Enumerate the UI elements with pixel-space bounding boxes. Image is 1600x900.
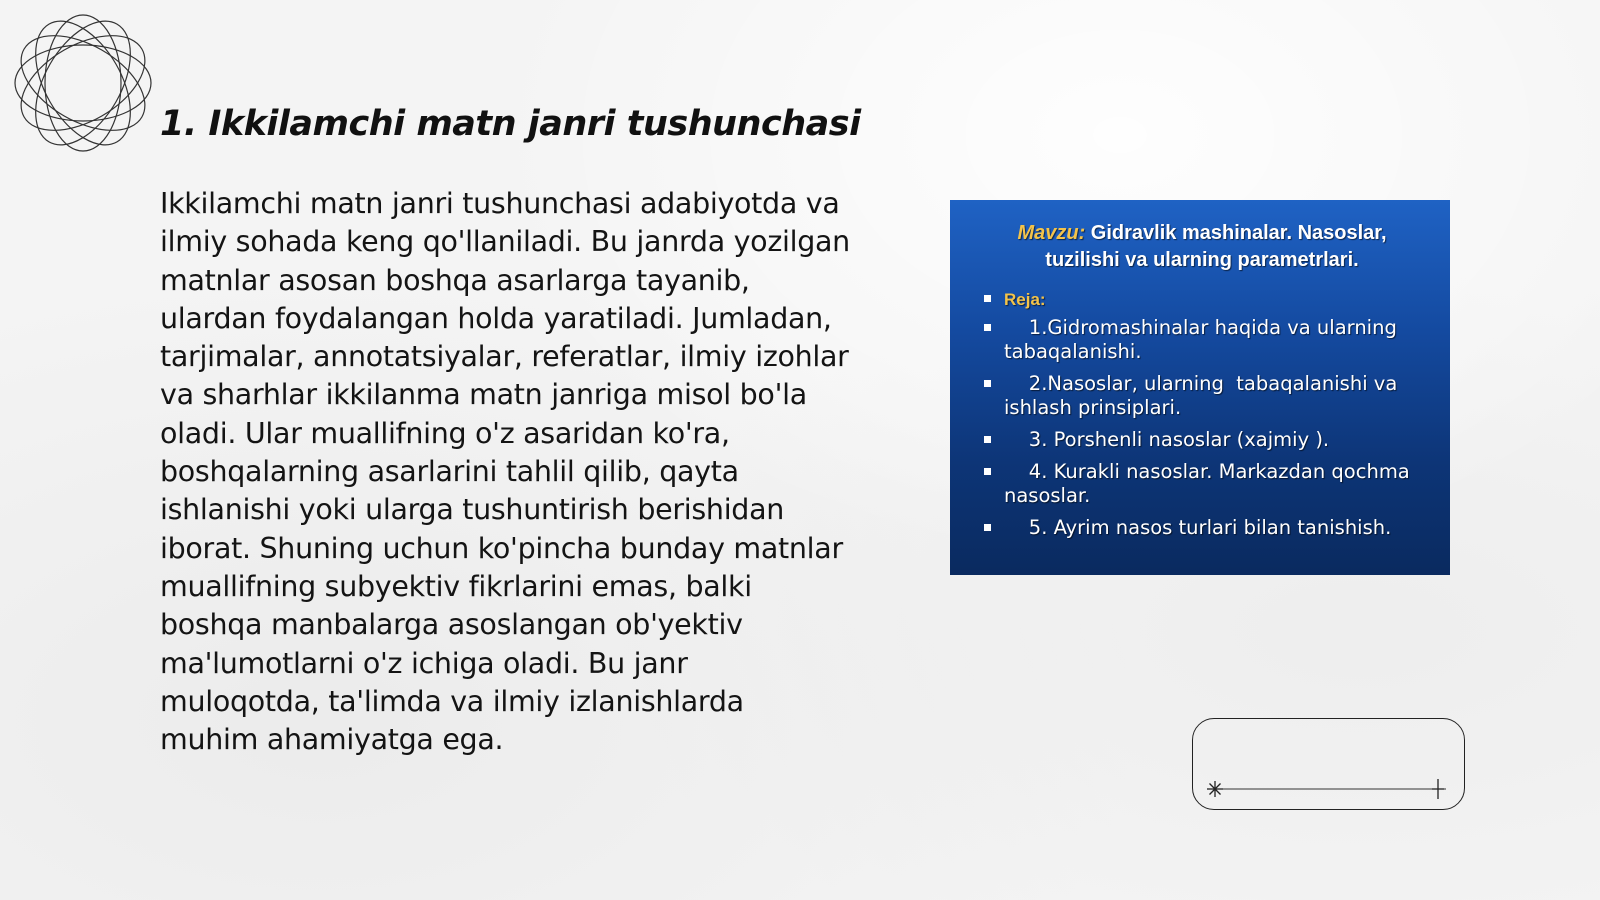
bullet-icon — [984, 380, 991, 387]
rosette-ornament-icon — [10, 10, 156, 156]
bullet-icon — [984, 468, 991, 475]
decorative-frame — [1192, 718, 1465, 810]
slide-topic-line2: tuzilishi va ularning parametrlari. — [1045, 249, 1359, 271]
slide-plan-item: 1.Gidromashinalar haqida va ularning tabaqalanishi. — [984, 316, 1420, 364]
slide-plan-item: 3. Porshenli nasoslar (xajmiy ). — [984, 428, 1420, 452]
slide-plan-item: 2.Nasoslar, ularning tabaqalanishi va ishlash prinsiplari. — [984, 372, 1420, 420]
bullet-icon — [984, 436, 991, 443]
bullet-icon — [984, 524, 991, 531]
bullet-icon — [984, 324, 991, 331]
page-title: 1. Ikkilamchi matn janri tushunchasi — [160, 104, 861, 144]
slide-plan-item: 5. Ayrim nasos turlari bilan tanishish. — [984, 516, 1420, 540]
slide-plan-list — [984, 288, 1420, 540]
bullet-icon — [984, 295, 991, 302]
sparkle-line-icon — [1193, 719, 1466, 811]
body-paragraph: Ikkilamchi matn janri tushunchasi adabiyotda va ilmiy sohada keng qo'llaniladi. Bu janrda yozilgan matnlar asosan boshqa asarlarga tayanib, ulardan foydalangan holda yaratiladi. Jumladan, tarjimalar, annotatsiyalar, referatlar, ilmiy izohlar va sharhlar ikkilanma matn janriga misol bo'la oladi. Ular muallifning o'z asaridan ko'ra, boshqalarning asarlarini tahlil qilib, qayta ishlanishi yoki ularga tushuntirish berishidan iborat. Shuning uchun ko'pincha bunday matnlar muallifning subyektiv fikrlarini emas, balki boshqa manbalarga asoslangan ob'yektiv ma'lumotlarni o'z ichiga oladi. Bu janr muloqotda, ta'limda va ilmiy izlanishlarda muhim ahamiyatga ega. — [160, 187, 850, 757]
slide-plan-item: 4. Kurakli nasoslar. Markazdan qochma nasoslar. — [984, 460, 1420, 508]
slide-topic-line1: Gidravlik mashinalar. Nasoslar, — [1085, 222, 1387, 244]
slide-mavzu-label: Mavzu: — [1017, 222, 1086, 244]
slide-reja-label: Reja: — [984, 288, 1420, 312]
slide-topic — [984, 220, 1420, 274]
embedded-slide-image — [950, 200, 1450, 575]
